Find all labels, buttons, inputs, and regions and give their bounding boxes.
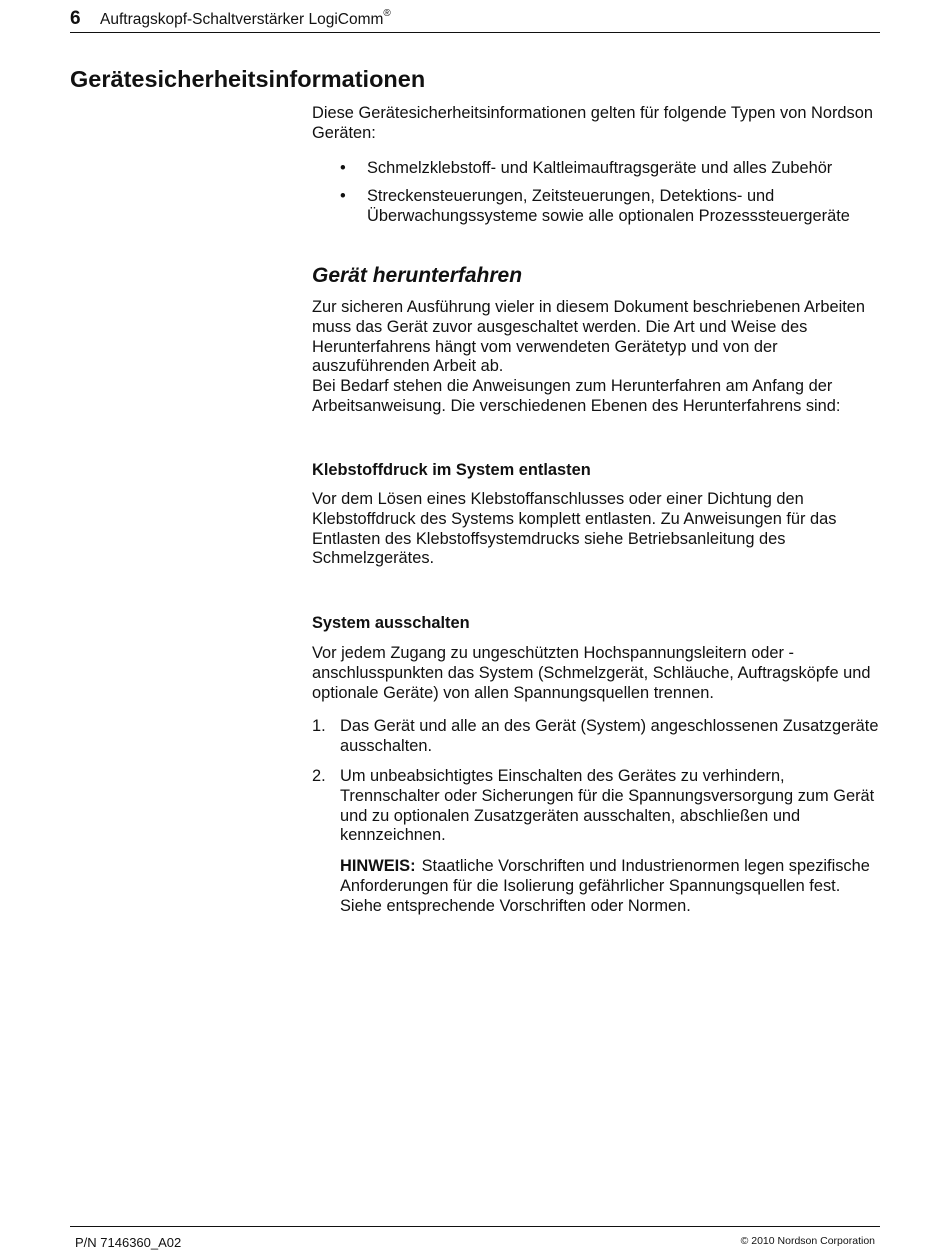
- bullet-text: Schmelzklebstoff- und Kaltleimauftragsgeräte und alles Zubehör: [367, 159, 833, 177]
- system-off-paragraph: Vor jedem Zugang zu ungeschützten Hochspannungsleitern oder -anschlusspunkten das System (Schmelzgerät, Schläuche, Auftragsköpfe und optionale Geräte) von allen Spannungsquellen trennen.: [312, 644, 871, 702]
- pressure-paragraph: Vor dem Lösen eines Klebstoffanschlusses oder einer Dichtung den Klebstoffdruck des Systems komplett entlasten. Zu Anweisungen für das Entlasten des Klebstoffsystemdrucks siehe Betriebsanleitung des Schmelzgerätes.: [312, 490, 837, 568]
- page-number: 6: [70, 8, 81, 29]
- shutdown-paragraph-2: Bei Bedarf stehen die Anweisungen zum Herunterfahren am Anfang der Arbeitsanweisung. Die verschiedenen Ebenen des Herunterfahrens sind:: [312, 377, 841, 415]
- registered-mark: ®: [383, 8, 391, 19]
- section-title: Gerätesicherheitsinformationen: [70, 66, 426, 92]
- step-text: Um unbeabsichtigtes Einschalten des Gerätes zu verhindern, Trennschalter oder Sicherungen für die Spannungsversorgung zum Gerät und zu optionalen Zusatzgeräten ausschalten, abschließen und kennzeichnen.: [340, 767, 875, 845]
- header-title: [100, 10, 391, 29]
- intro-paragraph: Diese Gerätesicherheitsinformationen gelten für folgende Typen von Nordson Geräten:: [312, 104, 873, 142]
- pressure-heading: Klebstoffdruck im System entlasten: [312, 461, 591, 479]
- bullet-symbol: •: [340, 187, 346, 205]
- system-off-heading: System ausschalten: [312, 614, 470, 632]
- note-paragraph: [340, 857, 885, 916]
- header-title-text: Auftragskopf-Schaltverstärker LogiComm: [100, 11, 384, 29]
- note-label: HINWEIS:: [340, 857, 416, 875]
- page-header: [70, 8, 880, 33]
- part-number: P/N 7146360_A02: [75, 1235, 182, 1250]
- shutdown-heading: Gerät herunterfahren: [312, 264, 523, 287]
- bullet-text: Streckensteuerungen, Zeitsteuerungen, Detektions- und Überwachungssysteme sowie alle optionalen Prozesssteuergeräte: [367, 187, 850, 225]
- step-number: 2.: [312, 767, 326, 785]
- step-number: 1.: [312, 717, 326, 735]
- footer-rule: [70, 1226, 880, 1227]
- step-text: Das Gerät und alle an des Gerät (System) angeschlossenen Zusatzgeräte ausschalten.: [340, 717, 879, 755]
- bullet-symbol: •: [340, 159, 346, 177]
- note-text: Staatliche Vorschriften und Industrienormen legen spezifische Anforderungen für die Isolierung gefährlicher Spannungsquellen fest. Siehe entsprechende Vorschriften oder Normen.: [340, 857, 870, 915]
- copyright: © 2010 Nordson Corporation: [740, 1235, 875, 1247]
- shutdown-paragraph: Zur sicheren Ausführung vieler in diesem Dokument beschriebenen Arbeiten muss das Gerät zuvor ausgeschaltet werden. Die Art und Weise des Herunterfahrens hängt vom verwendeten Gerätetyp und von der auszuführenden Arbeit ab.: [312, 298, 866, 376]
